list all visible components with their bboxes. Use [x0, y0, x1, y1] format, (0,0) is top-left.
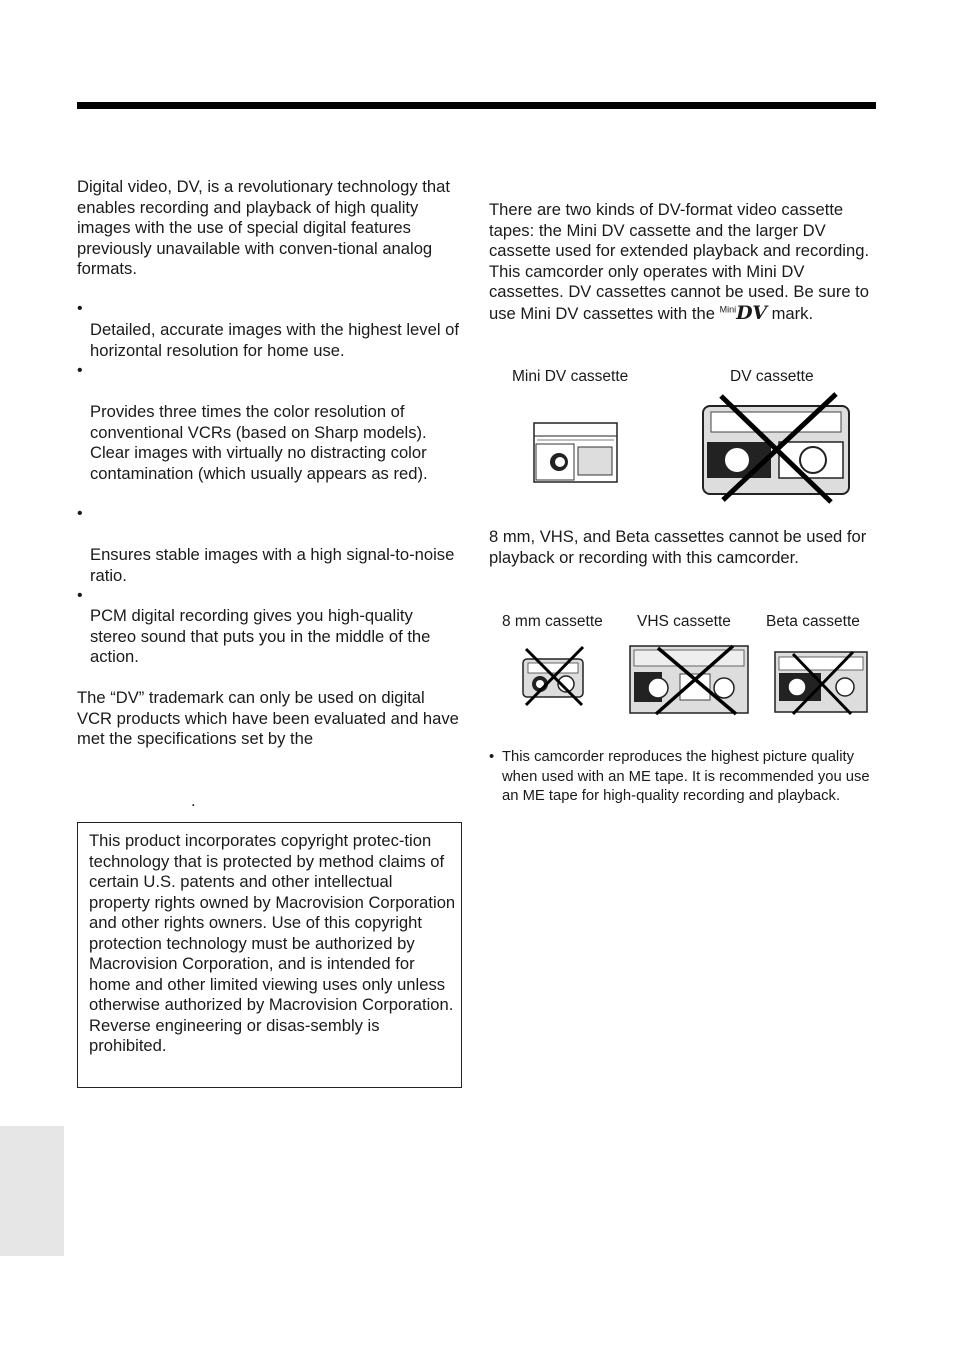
trademark-paragraph: The “DV” trademark can only be used on digital VCR products which have been evaluated and have met the specifications set by the — [77, 688, 459, 748]
other-formats-paragraph: 8 mm, VHS, and Beta cassettes cannot be used for playback or recording with this camcorder. — [489, 527, 867, 567]
mini-dv-logo: DV — [736, 301, 767, 324]
feature-bullet-4: • — [77, 587, 83, 604]
feature-text-1: Detailed, accurate images with the highest level of horizontal resolution for home use. — [90, 320, 459, 360]
8mm-cassette-crossed-icon — [520, 645, 588, 707]
me-tape-note-bullet: • — [489, 749, 495, 765]
vhs-cassette-crossed-icon — [628, 642, 750, 716]
feature-bullet-2: • — [77, 362, 83, 379]
caption-8mm: 8 mm cassette — [502, 613, 603, 630]
me-tape-note: This camcorder reproduces the highest picture quality when used with an ME tape. It is recommended you use an ME tape for high-quality recording and playback. — [502, 749, 870, 804]
side-tab — [0, 1126, 64, 1256]
cassette-intro-text: There are two kinds of DV-format video cassette tapes: the Mini DV cassette and the larger DV cassette used for extended playback and recording. This camcorder only operates with Mini DV cassettes. DV cassettes cannot be used. Be sure to use Mini DV cassettes with the — [489, 200, 870, 323]
feature-text-4: PCM digital recording gives you high-quality stereo sound that puts you in the middle of the action. — [90, 606, 431, 666]
feature-text-2: Provides three times the color resolution of conventional VCRs (based on Sharp models). Clear images with virtually no distracting color contamination (which usually appears as red). — [90, 402, 428, 483]
mark-suffix: mark. — [771, 303, 814, 323]
cassette-intro — [489, 200, 877, 324]
beta-cassette-crossed-icon — [773, 648, 871, 716]
feature-bullet-3: • — [77, 505, 83, 522]
feature-bullet-1: • — [77, 300, 83, 317]
trademark-end: . — [191, 791, 196, 810]
mini-dv-cassette-icon — [533, 422, 619, 484]
copyright-notice-text: This product incorporates copyright protec-tion technology that is protected by method claims of certain U.S. patents and other intellectual property rights owned by Macrovision Corporation and other rights owners. Use of this copyright protection technology must be authorized by Macrovision Corporation, and is intended for home and other limited viewing uses only unless otherwise authorized by Macrovision Corporation. Reverse engineering or disas-sembly is prohibited. — [89, 831, 456, 1055]
caption-dv: DV cassette — [730, 368, 814, 385]
caption-beta: Beta cassette — [766, 613, 860, 630]
mini-dv-logo-mini: Mini — [719, 303, 737, 314]
caption-vhs: VHS cassette — [637, 613, 731, 630]
intro-paragraph: Digital video, DV, is a revolutionary technology that enables recording and playback of high quality images with the use of special digital features previously unavailable with conven-tional analog formats. — [77, 177, 450, 278]
caption-mini-dv: Mini DV cassette — [512, 368, 629, 385]
header-rule — [77, 102, 876, 109]
feature-text-3: Ensures stable images with a high signal-to-noise ratio. — [90, 545, 455, 585]
dv-cassette-crossed-icon — [701, 390, 851, 500]
